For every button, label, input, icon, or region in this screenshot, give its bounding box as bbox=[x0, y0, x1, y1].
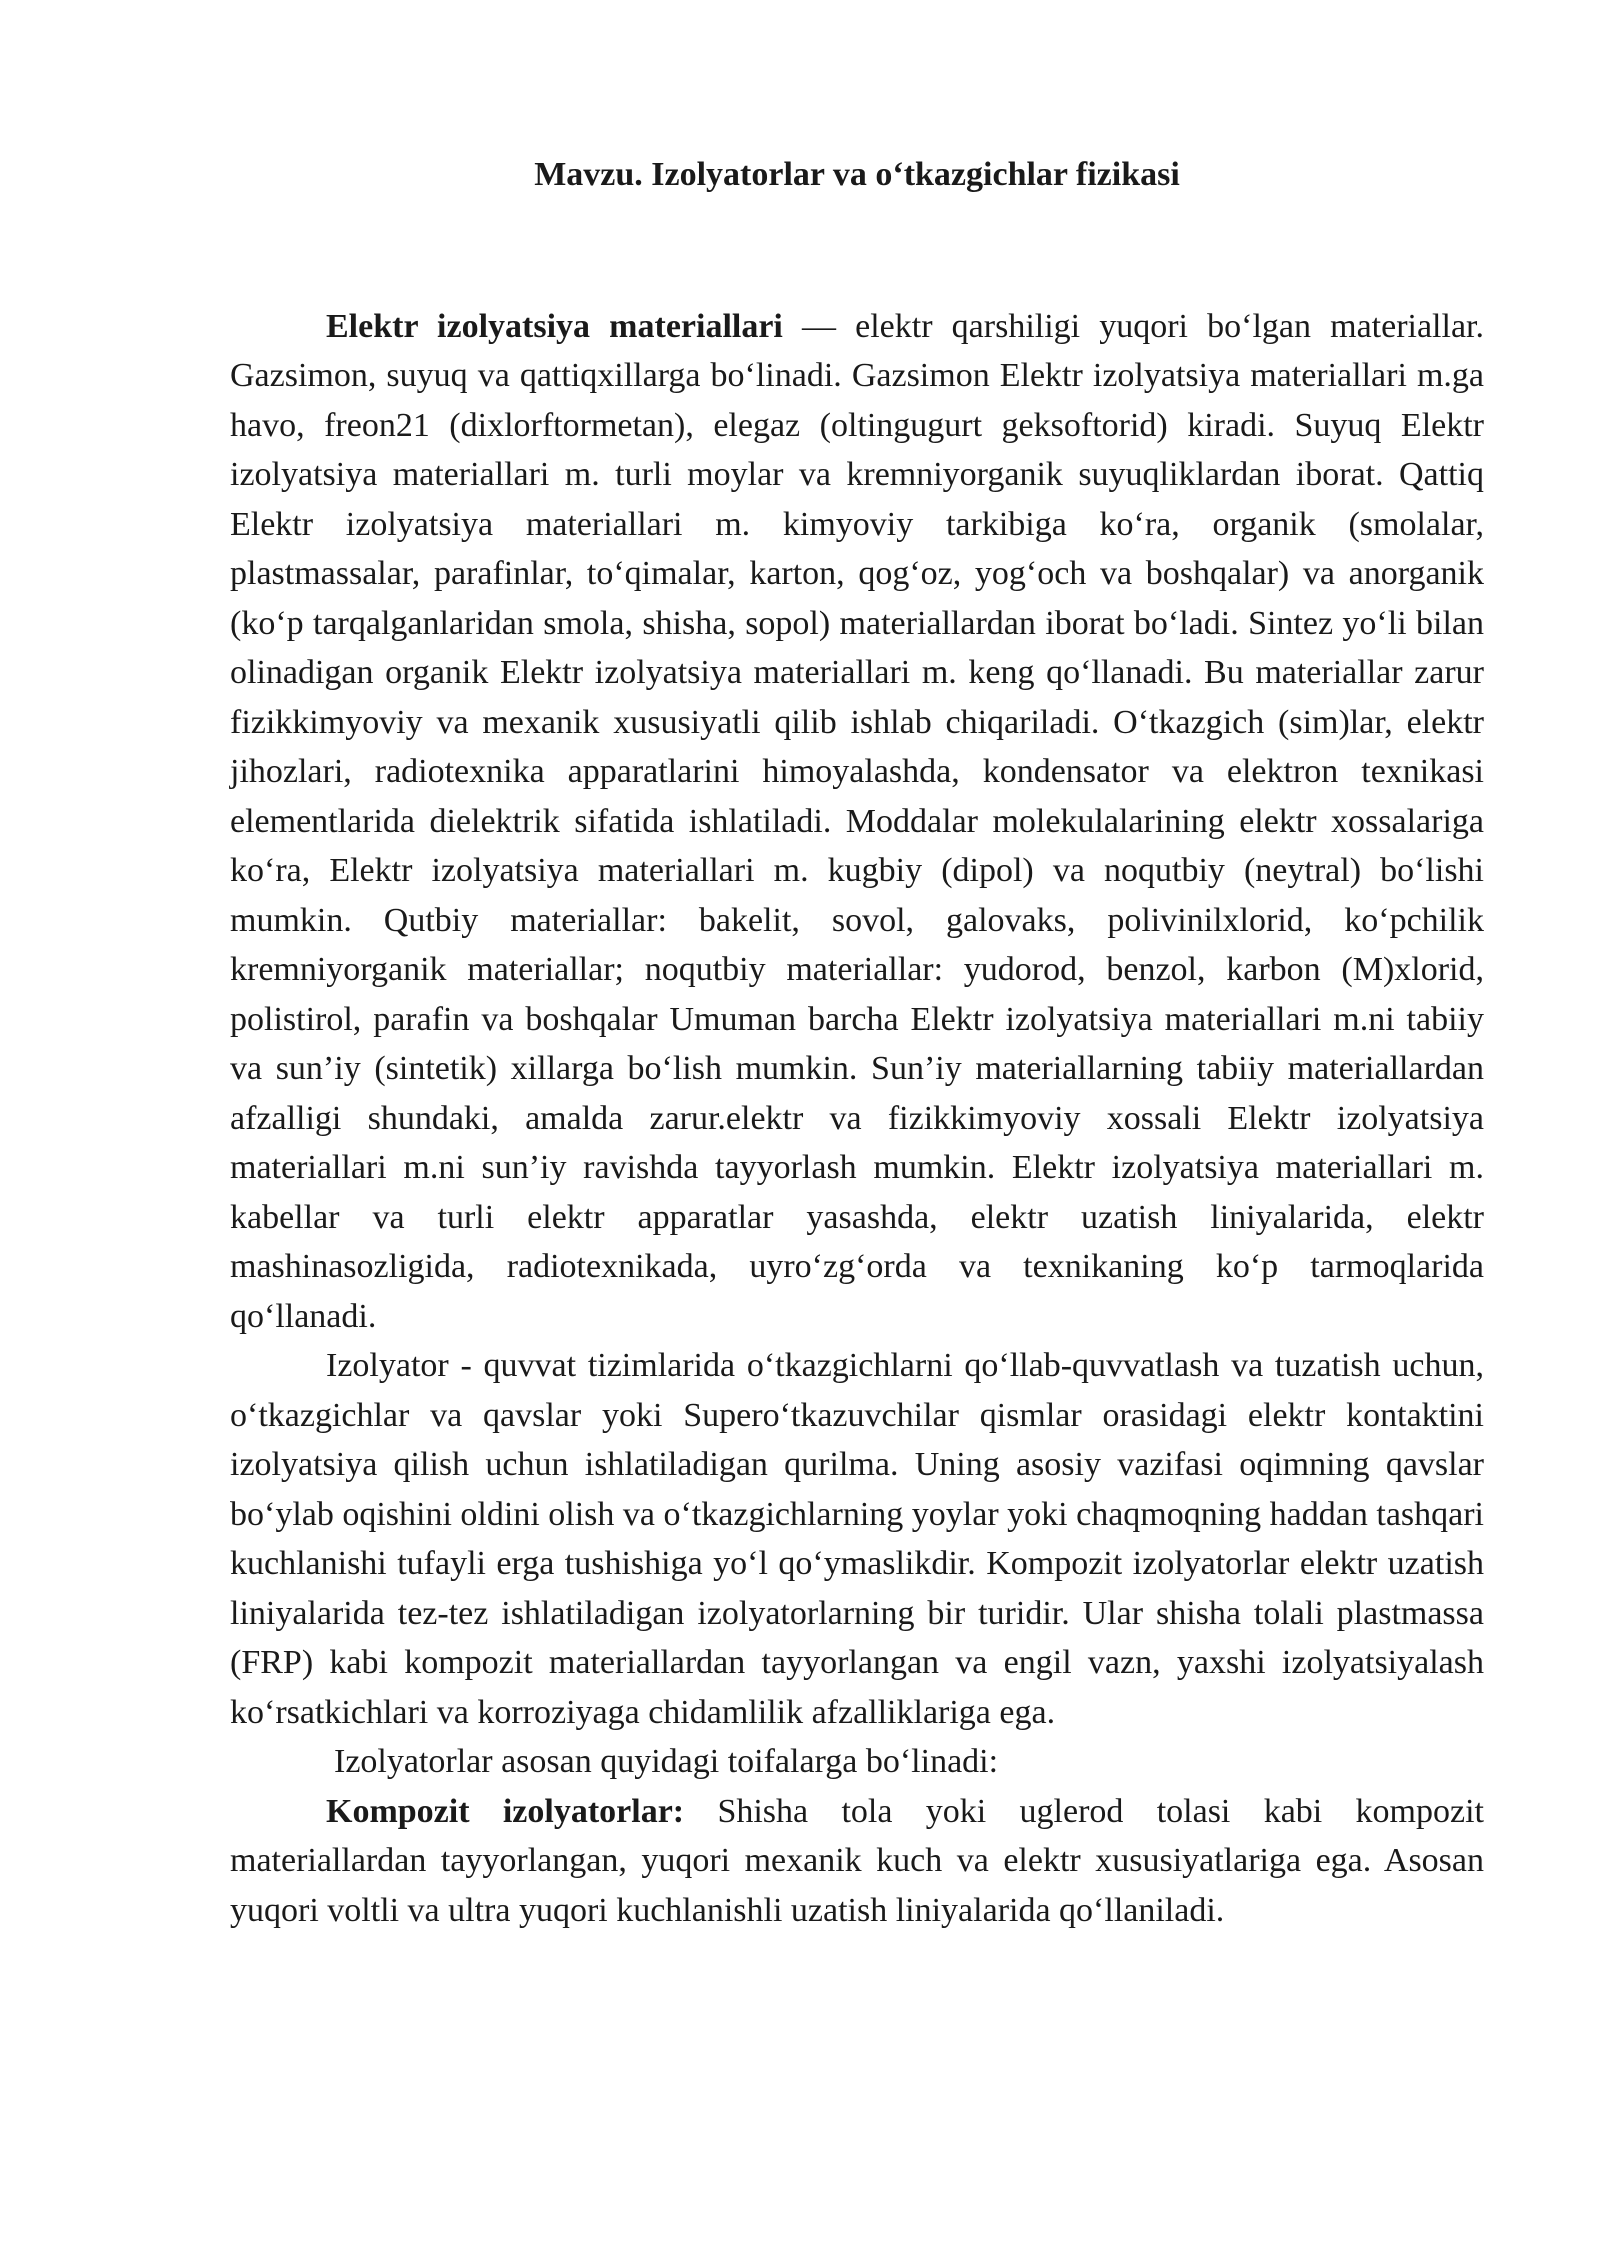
term-composite-insulators: Kompozit izolyatorlar: bbox=[326, 1792, 685, 1830]
paragraph-electrical-insulation bbox=[230, 302, 1484, 1342]
paragraph-body: — elektr qarshiligi yuqori bo‘lgan materiallar. Gazsimon, suyuq va qattiqxillarga bo‘linadi. Gazsimon Elektr izolyatsiya materiallari m.ga havo, freon21 (dixlorftormetan), elegaz (oltingugurt geksoftorid) kiradi. Suyuq Elektr izolyatsiya materiallari m. turli moylar va kremniyorganik suyuqliklardan iborat. Qattiq Elektr izolyatsiya materiallari m. kimyoviy tarkibiga ko‘ra, organik (smolalar, plastmassalar, parafinlar, to‘qimalar, karton, qog‘oz, yog‘och va boshqalar) va anorganik (ko‘p tarqalganlaridan smola, shisha, sopol) materiallardan iborat bo‘ladi. Sintez yo‘li bilan olinadigan organik Elektr izolyatsiya materiallari m. keng qo‘llanadi. Bu materiallar zarur fizikkimyoviy va mexanik xususiyatli qilib ishlab chiqariladi. O‘tkazgich (sim)lar, elektr jihozlari, radiotexnika apparatlarini himoyalashda, kondensator va elektron texnikasi elementlarida dielektrik sifatida ishlatiladi. Moddalar molekulalarining elektr xossalariga ko‘ra, Elektr izolyatsiya materiallari m. kugbiy (dipol) va noqutbiy (neytral) bo‘lishi mumkin. Qutbiy materiallar: bakelit, sovol, galovaks, polivinilxlorid, ko‘pchilik kremniyorganik materiallar; noqutbiy materiallar: yudorod, benzol, karbon (M)xlorid, polistirol, parafin va boshqalar Umuman barcha Elektr izolyatsiya materiallari m.ni tabiiy va sun’iy (sintetik) xillarga bo‘lish mumkin. Sun’iy materiallarning tabiiy materiallardan afzalligi shundaki, amalda zarur.elektr va fizikkimyoviy xossali Elektr izolyatsiya materiallari m.ni sun’iy ravishda tayyorlash mumkin. Elektr izolyatsiya materiallari m. kabellar va turli elektr apparatlar yasashda, elektr uzatish liniyalarida, elektr mashinasozligida, radiotexnikada, uyro‘zg‘orda va texnikaning ko‘p tarmoqlarida qo‘llanadi. bbox=[230, 307, 1484, 1335]
term-electrical-insulation: Elektr izolyatsiya materiallari bbox=[326, 307, 783, 345]
paragraph-body: Izolyator - quvvat tizimlarida o‘tkazgichlarni qo‘llab-quvvatlash va tuzatish uchun, o‘tkazgichlar va qavslar yoki Supero‘tkazuvchilar qismlar orasidagi elektr kontaktini izolyatsiya qilish uchun ishlatiladigan qurilma. Uning asosiy vazifasi oqimning qavslar bo‘ylab oqishini oldini olish va o‘tkazgichlarning yoylar yoki chaqmoqning haddan tashqari kuchlanishi tufayli erga tushishiga yo‘l qo‘ymaslikdir. Kompozit izolyatorlar elektr uzatish liniyalarida tez-tez ishlatiladigan izolyatorlarning bir turidir. Ular shisha tolali plastmassa (FRP) kabi kompozit materiallardan tayyorlangan va engil vazn, yaxshi izolyatsiyalash ko‘rsatkichlari va korroziyaga chidamlilik afzalliklariga ega. bbox=[230, 1347, 1484, 1731]
paragraph-composite-insulators bbox=[230, 1787, 1484, 1936]
paragraph-body: Izolyatorlar asosan quyidagi toifalarga bo‘linadi: bbox=[334, 1743, 999, 1780]
document-title: Mavzu. Izolyatorlar va o‘tkazgichlar fizikasi bbox=[534, 156, 1180, 193]
document-page bbox=[230, 150, 1484, 1935]
paragraph-insulator-categories bbox=[230, 1737, 1484, 1787]
paragraph-insulator-definition bbox=[230, 1341, 1484, 1737]
paragraph-body: Shisha tola yoki uglerod tolasi kabi kompozit materiallardan tayyorlangan, yuqori mexanik kuch va elektr xususiyatlariga ega. Asosan yuqori voltli va ultra yuqori kuchlanishli uzatish liniyalarida qo‘llaniladi. bbox=[230, 1792, 1484, 1929]
